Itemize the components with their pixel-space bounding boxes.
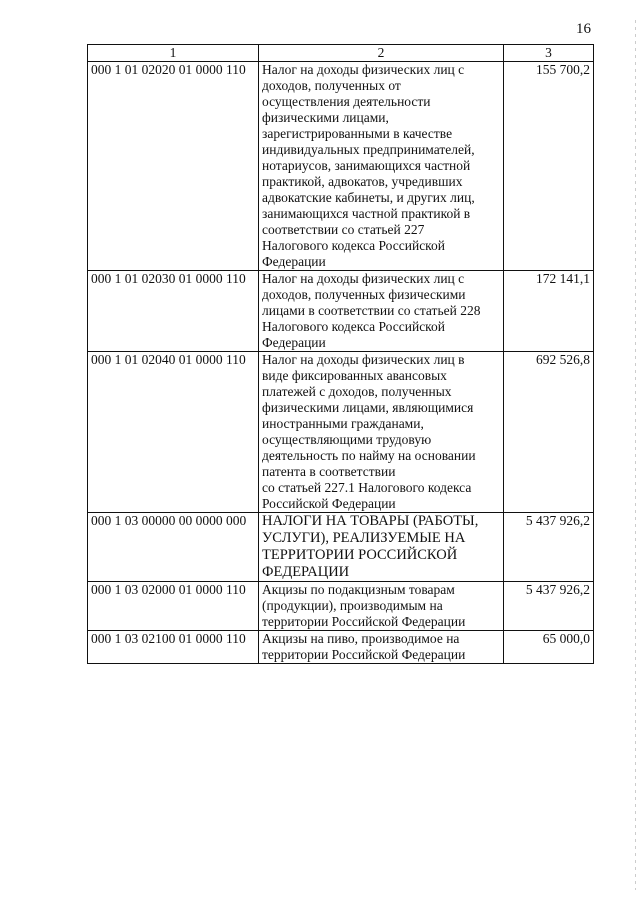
description-line: доходов, полученных физическими <box>262 287 466 302</box>
description-line: доходов, полученных от <box>262 78 401 93</box>
description-line: Федерации <box>262 335 326 350</box>
table-header-row <box>88 45 594 62</box>
description-line: Акцизы на пиво, производимое на <box>262 631 460 646</box>
description-line: индивидуальных предпринимателей, <box>262 142 475 157</box>
description-line: ТЕРРИТОРИИ РОССИЙСКОЙ <box>262 547 458 563</box>
description-line: патента в соответствии <box>262 464 396 479</box>
amount-cell: 172 141,1 <box>504 271 594 352</box>
amount-cell: 65 000,0 <box>504 631 594 664</box>
description-line: физическими лицами, <box>262 110 389 125</box>
amount-cell: 692 526,8 <box>504 352 594 513</box>
header-col-3: 3 <box>504 45 594 62</box>
table-row <box>88 513 594 582</box>
scan-edge-line <box>635 20 636 890</box>
description-line: Налогового кодекса Российской <box>262 238 446 253</box>
description-line: (продукции), производимым на <box>262 598 443 613</box>
amount-cell: 5 437 926,2 <box>504 513 594 582</box>
table-row <box>88 271 594 352</box>
header-col-2: 2 <box>259 45 504 62</box>
table-row <box>88 631 594 664</box>
description-line: зарегистрированными в качестве <box>262 126 453 141</box>
description-line: НАЛОГИ НА ТОВАРЫ (РАБОТЫ, <box>262 513 479 529</box>
description-cell <box>259 352 504 513</box>
description-line: иностранными гражданами, <box>262 416 424 431</box>
description-line: ФЕДЕРАЦИИ <box>262 564 350 580</box>
description-line: осуществляющими трудовую <box>262 432 432 447</box>
page-number: 16 <box>576 21 591 37</box>
description-line: территории Российской Федерации <box>262 614 466 629</box>
table-body <box>88 62 594 664</box>
description-line: Акцизы по подакцизным товарам <box>262 582 455 597</box>
description-line: Федерации <box>262 254 326 269</box>
description-line: УСЛУГИ), РЕАЛИЗУЕМЫЕ НА <box>262 530 466 546</box>
budget-code-cell: 000 1 03 02000 01 0000 110 <box>88 582 259 631</box>
description-line: соответствии со статьей 227 <box>262 222 425 237</box>
description-line: нотариусов, занимающихся частной <box>262 158 471 173</box>
description-cell <box>259 582 504 631</box>
description-line: виде фиксированных авансовых <box>262 368 447 383</box>
description-line: лицами в соответствии со статьей 228 <box>262 303 481 318</box>
description-cell <box>259 271 504 352</box>
description-line: платежей с доходов, полученных <box>262 384 452 399</box>
description-cell <box>259 513 504 582</box>
amount-cell: 5 437 926,2 <box>504 582 594 631</box>
description-cell <box>259 62 504 271</box>
budget-code-cell: 000 1 01 02020 01 0000 110 <box>88 62 259 271</box>
description-line: занимающихся частной практикой в <box>262 206 471 221</box>
description-line: адвокатские кабинеты, и других лиц, <box>262 190 475 205</box>
amount-cell: 155 700,2 <box>504 62 594 271</box>
description-line: осуществления деятельности <box>262 94 431 109</box>
description-line: Российской Федерации <box>262 496 396 511</box>
budget-code-cell: 000 1 01 02030 01 0000 110 <box>88 271 259 352</box>
description-line: территории Российской Федерации <box>262 647 466 662</box>
budget-code-cell: 000 1 03 00000 00 0000 000 <box>88 513 259 582</box>
budget-code-cell: 000 1 01 02040 01 0000 110 <box>88 352 259 513</box>
budget-code-cell: 000 1 03 02100 01 0000 110 <box>88 631 259 664</box>
description-line: физическими лицами, являющимися <box>262 400 474 415</box>
description-line: деятельность по найму на основании <box>262 448 476 463</box>
table-row <box>88 62 594 271</box>
revenue-table <box>87 44 594 664</box>
description-line: практикой, адвокатов, учредивших <box>262 174 463 189</box>
description-cell <box>259 631 504 664</box>
description-line: Налог на доходы физических лиц с <box>262 62 465 77</box>
header-col-1: 1 <box>88 45 259 62</box>
description-line: Налог на доходы физических лиц в <box>262 352 465 367</box>
table-row <box>88 582 594 631</box>
table-row <box>88 352 594 513</box>
description-line: Налог на доходы физических лиц с <box>262 271 465 286</box>
description-line: Налогового кодекса Российской <box>262 319 446 334</box>
description-line: со статьей 227.1 Налогового кодекса <box>262 480 472 495</box>
